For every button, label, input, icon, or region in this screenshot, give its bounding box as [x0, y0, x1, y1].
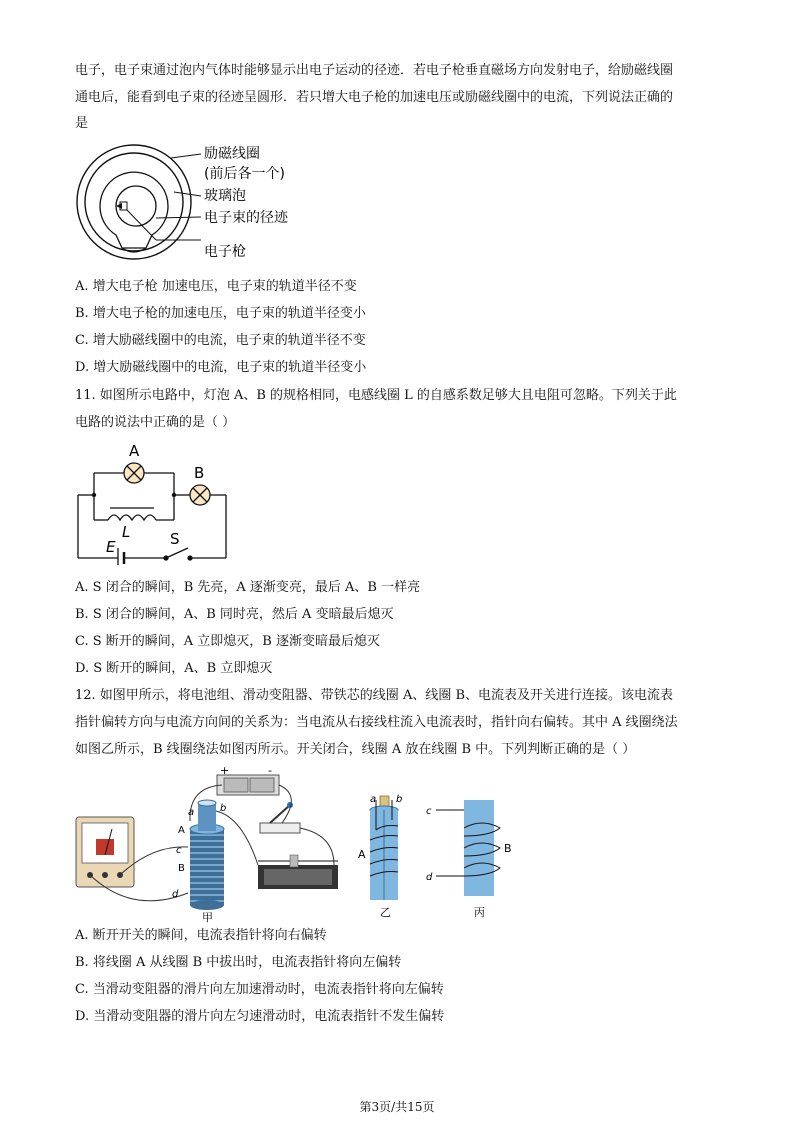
- yi-caption: 乙: [380, 906, 391, 919]
- jia-label-a: a: [188, 807, 195, 818]
- q11-stem-line-1: 11. 如图所示电路中，灯泡 A、B 的规格相同，电感线圈 L 的自感系数足够大且电阻可忽略。下列关于此: [75, 388, 677, 403]
- jia-label-coil-b: B: [178, 863, 185, 874]
- label-coil: 励磁线圈: [204, 146, 260, 162]
- page-number: 第3页/共15页: [359, 1100, 435, 1114]
- yi-label-a: a: [370, 794, 377, 805]
- q12-option-d: D. 当滑动变阻器的滑片向左匀速滑动时，电流表指针不发生偏转: [75, 1009, 445, 1024]
- q10-figure: [76, 140, 336, 265]
- bing-label-c: c: [426, 806, 432, 817]
- q11-circuit-figure: [70, 440, 235, 565]
- q12-stem-line-1: 12. 如图甲所示，将电池组、滑动变阻器、带铁芯的线圈 A、线圈 B、电流表及开关进行连接。该电流表: [75, 688, 674, 703]
- jia-label-coil-a: A: [178, 825, 185, 836]
- q10-option-d: D. 增大励磁线圈中的电流，电子束的轨道半径变小: [75, 360, 367, 375]
- q10-option-b: B. 增大电子枪的加速电压，电子束的轨道半径变小: [75, 306, 366, 321]
- q12-figure-bing: [420, 800, 520, 920]
- yi-label-coil-a: A: [358, 848, 366, 861]
- label-coil-note: (前后各一个): [204, 166, 285, 182]
- q12-option-c: C. 当滑动变阻器的滑片向左加速滑动时，电流表指针将向左偏转: [75, 982, 444, 997]
- label-switch: S: [170, 530, 180, 548]
- q10-stem-line-1: 电子，电子束通过泡内气体时能够显示出电子运动的径迹．若电子枪垂直磁场方向发射电子，给励磁线圈: [75, 63, 674, 78]
- q10-option-a: A. 增大电子枪 加速电压，电子束的轨道半径不变: [75, 279, 357, 294]
- q10-stem-line-3: 是: [75, 116, 89, 131]
- q12-stem-line-3: 如图乙所示，B 线圈绕法如图丙所示。开关闭合，线圈 A 放在线圈 B 中。下列判断正确的是（ ）: [75, 742, 636, 757]
- bing-caption: 丙: [474, 906, 485, 919]
- q10-option-c: C. 增大励磁线圈中的电流，电子束的轨道半径不变: [75, 333, 366, 348]
- q11-stem-line-2: 电路的说法中正确的是（ ）: [75, 415, 236, 430]
- q12-option-a: A. 断开开关的瞬间，电流表指针将向右偏转: [75, 928, 327, 943]
- jia-label-c: c: [176, 845, 182, 856]
- jia-label-b: b: [220, 803, 227, 814]
- q12-option-b: B. 将线圈 A 从线圈 B 中拔出时，电流表指针将向左偏转: [75, 955, 402, 970]
- q11-option-d: D. S 断开的瞬间，A、B 立即熄灭: [75, 661, 273, 676]
- jia-label-d: d: [172, 889, 179, 900]
- jia-caption: 甲: [202, 911, 213, 924]
- label-inductor: L: [122, 523, 131, 541]
- jia-label-plus: +: [220, 765, 230, 777]
- label-gun: 电子枪: [204, 244, 246, 260]
- q11-option-a: A. S 闭合的瞬间，B 先亮，A 逐渐变亮，最后 A、B 一样亮: [75, 580, 421, 595]
- yi-label-b: b: [396, 794, 403, 805]
- label-lamp-a: A: [129, 442, 140, 460]
- label-battery: E: [106, 538, 116, 556]
- label-bulb: 玻璃泡: [204, 188, 246, 204]
- jia-label-minus: -: [268, 765, 272, 777]
- bing-label-coil-b: B: [504, 842, 512, 855]
- q11-option-b: B. S 闭合的瞬间，A、B 同时亮，然后 A 变暗最后熄灭: [75, 607, 394, 622]
- q12-stem-line-2: 指针偏转方向与电流方向间的关系为：当电流从右接线柱流入电流表时，指针向右偏转。其中 A 线圈绕法: [75, 715, 678, 730]
- q12-figure-yi: [352, 790, 414, 920]
- bing-label-d: d: [426, 872, 433, 883]
- label-lamp-b: B: [194, 464, 205, 482]
- q10-stem-line-2: 通电后，能看到电子束的径迹呈圆形．若只增大电子枪的加速电压或励磁线圈中的电流，下列说法正确的: [75, 90, 674, 105]
- q12-figure-jia: [72, 765, 352, 925]
- label-beam: 电子束的径迹: [204, 210, 288, 226]
- q11-option-c: C. S 断开的瞬间，A 立即熄灭，B 逐渐变暗最后熄灭: [75, 634, 380, 649]
